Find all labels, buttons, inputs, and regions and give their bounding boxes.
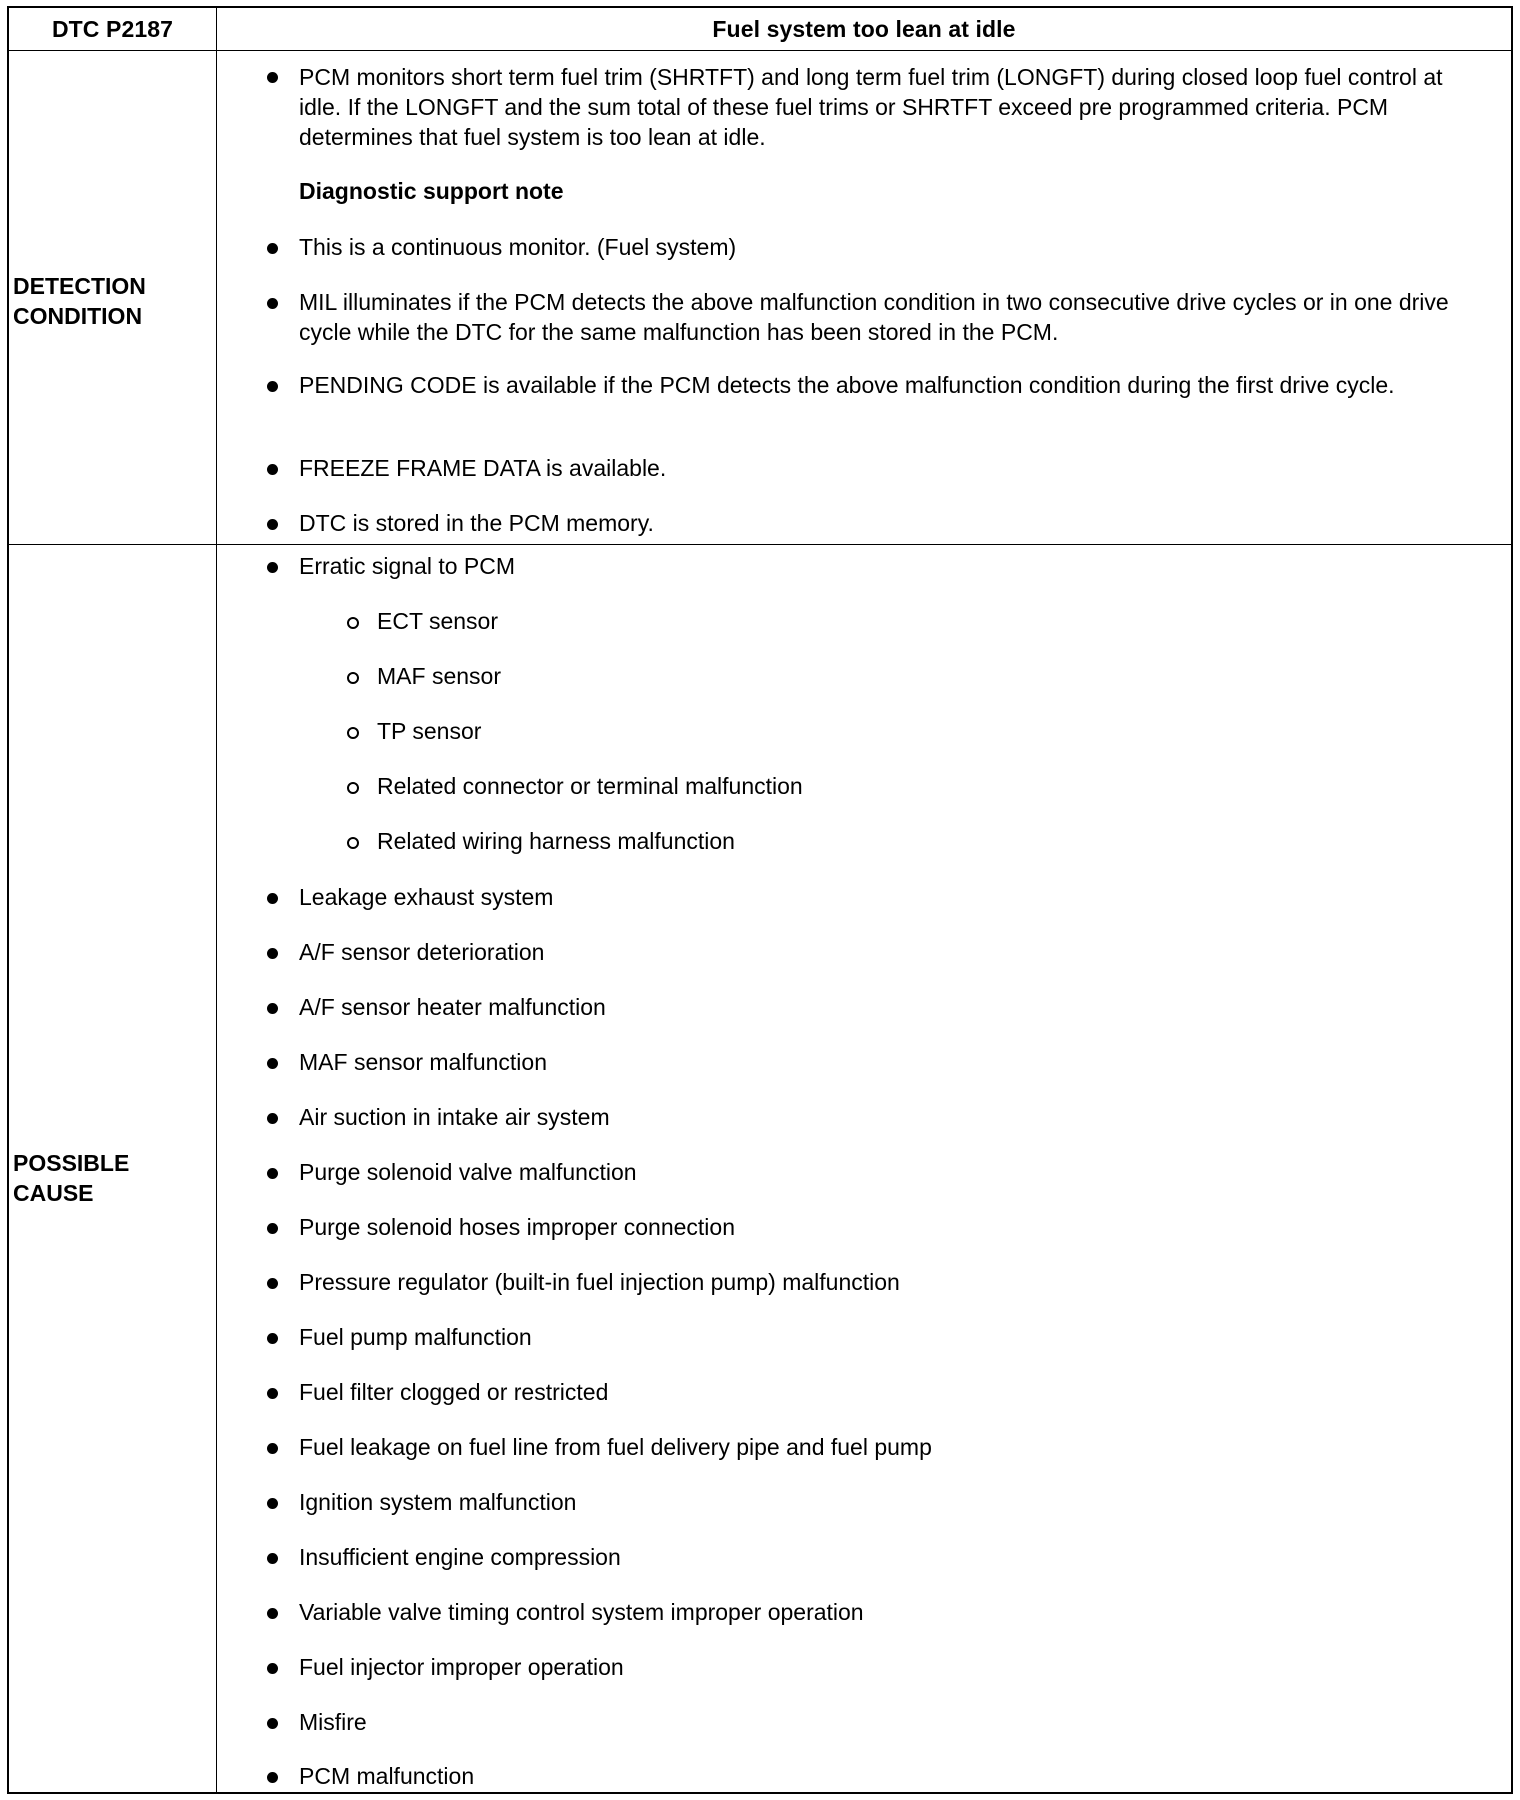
cause-item: Fuel pump malfunction bbox=[299, 1324, 532, 1350]
detection-item: MIL illuminates if the PCM detects the above malfunction condition in two consecutive drive cycles or in one drive cycle while the DTC for the same malfunction has been stored in the PCM. bbox=[299, 289, 1449, 345]
sub-bullet-icon bbox=[347, 727, 359, 739]
header-divider bbox=[9, 50, 1511, 51]
sub-bullet-icon bbox=[347, 617, 359, 629]
cause-item: PCM malfunction bbox=[299, 1763, 475, 1789]
bullet-icon bbox=[267, 1278, 278, 1289]
cause-item: Fuel filter clogged or restricted bbox=[299, 1379, 609, 1405]
bullet-icon bbox=[267, 1718, 278, 1729]
cause-item: Fuel injector improper operation bbox=[299, 1654, 624, 1680]
dtc-table bbox=[7, 6, 1513, 1794]
bullet-icon bbox=[267, 1553, 278, 1564]
bullet-icon bbox=[267, 298, 278, 309]
bullet-icon bbox=[267, 1388, 278, 1399]
cause-item: Variable valve timing control system improper operation bbox=[299, 1599, 864, 1625]
cause-sub-item: ECT sensor bbox=[377, 608, 499, 634]
bullet-icon bbox=[267, 1003, 278, 1014]
cause-item: Erratic signal to PCM bbox=[299, 553, 516, 579]
cause-sub-item: TP sensor bbox=[377, 718, 482, 744]
cause-label bbox=[13, 1148, 129, 1208]
sub-bullet-icon bbox=[347, 672, 359, 684]
sub-bullet-icon bbox=[347, 782, 359, 794]
cause-item: A/F sensor heater malfunction bbox=[299, 994, 606, 1020]
dtc-title: Fuel system too lean at idle bbox=[712, 15, 1016, 42]
cause-item: A/F sensor deterioration bbox=[299, 939, 545, 965]
cause-item: Pressure regulator (built-in fuel injection pump) malfunction bbox=[299, 1269, 900, 1295]
cause-item: Insufficient engine compression bbox=[299, 1544, 621, 1570]
section-divider bbox=[9, 544, 1511, 545]
bullet-icon bbox=[267, 381, 278, 392]
detection-item: PCM monitors short term fuel trim (SHRTFT) and long term fuel trim (LONGFT) during closed loop fuel control at idle. If the LONGFT and the sum total of these fuel trims or SHRTFT exceed pre programmed criteria. PCM determines that fuel system is too lean at idle. bbox=[299, 64, 1443, 150]
cause-item: Fuel leakage on fuel line from fuel delivery pipe and fuel pump bbox=[299, 1434, 932, 1460]
diagnostic-support-note: Diagnostic support note bbox=[299, 178, 564, 204]
cause-sub-item: Related connector or terminal malfunction bbox=[377, 773, 803, 799]
bullet-icon bbox=[267, 243, 278, 254]
detection-item: FREEZE FRAME DATA is available. bbox=[299, 455, 667, 481]
bullet-icon bbox=[267, 1663, 278, 1674]
column-divider bbox=[216, 8, 217, 1792]
cause-label-line1: POSSIBLE bbox=[13, 1150, 130, 1176]
detection-label bbox=[13, 271, 146, 331]
bullet-icon bbox=[267, 1113, 278, 1124]
detection-item: This is a continuous monitor. (Fuel system) bbox=[299, 234, 737, 260]
cause-item: Misfire bbox=[299, 1709, 367, 1735]
bullet-icon bbox=[267, 1058, 278, 1069]
bullet-icon bbox=[267, 948, 278, 959]
bullet-icon bbox=[267, 1443, 278, 1454]
bullet-icon bbox=[267, 1498, 278, 1509]
cause-sub-item: Related wiring harness malfunction bbox=[377, 828, 735, 854]
bullet-icon bbox=[267, 1772, 278, 1783]
detection-label-line2: CONDITION bbox=[13, 303, 143, 329]
bullet-icon bbox=[267, 1223, 278, 1234]
cause-item: Purge solenoid valve malfunction bbox=[299, 1159, 637, 1185]
bullet-icon bbox=[267, 893, 278, 904]
bullet-icon bbox=[267, 1333, 278, 1344]
cause-item: Leakage exhaust system bbox=[299, 884, 554, 910]
cause-item: Air suction in intake air system bbox=[299, 1104, 610, 1130]
cause-item: MAF sensor malfunction bbox=[299, 1049, 547, 1075]
detection-label-line1: DETECTION bbox=[13, 273, 146, 299]
cause-label-line2: CAUSE bbox=[13, 1180, 94, 1206]
cause-sub-item: MAF sensor bbox=[377, 663, 501, 689]
bullet-icon bbox=[267, 562, 278, 573]
bullet-icon bbox=[267, 519, 278, 530]
detection-item: DTC is stored in the PCM memory. bbox=[299, 510, 654, 536]
dtc-code: DTC P2187 bbox=[51, 15, 174, 42]
bullet-icon bbox=[267, 464, 278, 475]
detection-item: PENDING CODE is available if the PCM detects the above malfunction condition during the first drive cycle. bbox=[299, 372, 1395, 398]
sub-bullet-icon bbox=[347, 837, 359, 849]
cause-item: Purge solenoid hoses improper connection bbox=[299, 1214, 735, 1240]
bullet-icon bbox=[267, 1608, 278, 1619]
bullet-icon bbox=[267, 1168, 278, 1179]
bullet-icon bbox=[267, 72, 278, 83]
cause-item: Ignition system malfunction bbox=[299, 1489, 577, 1515]
